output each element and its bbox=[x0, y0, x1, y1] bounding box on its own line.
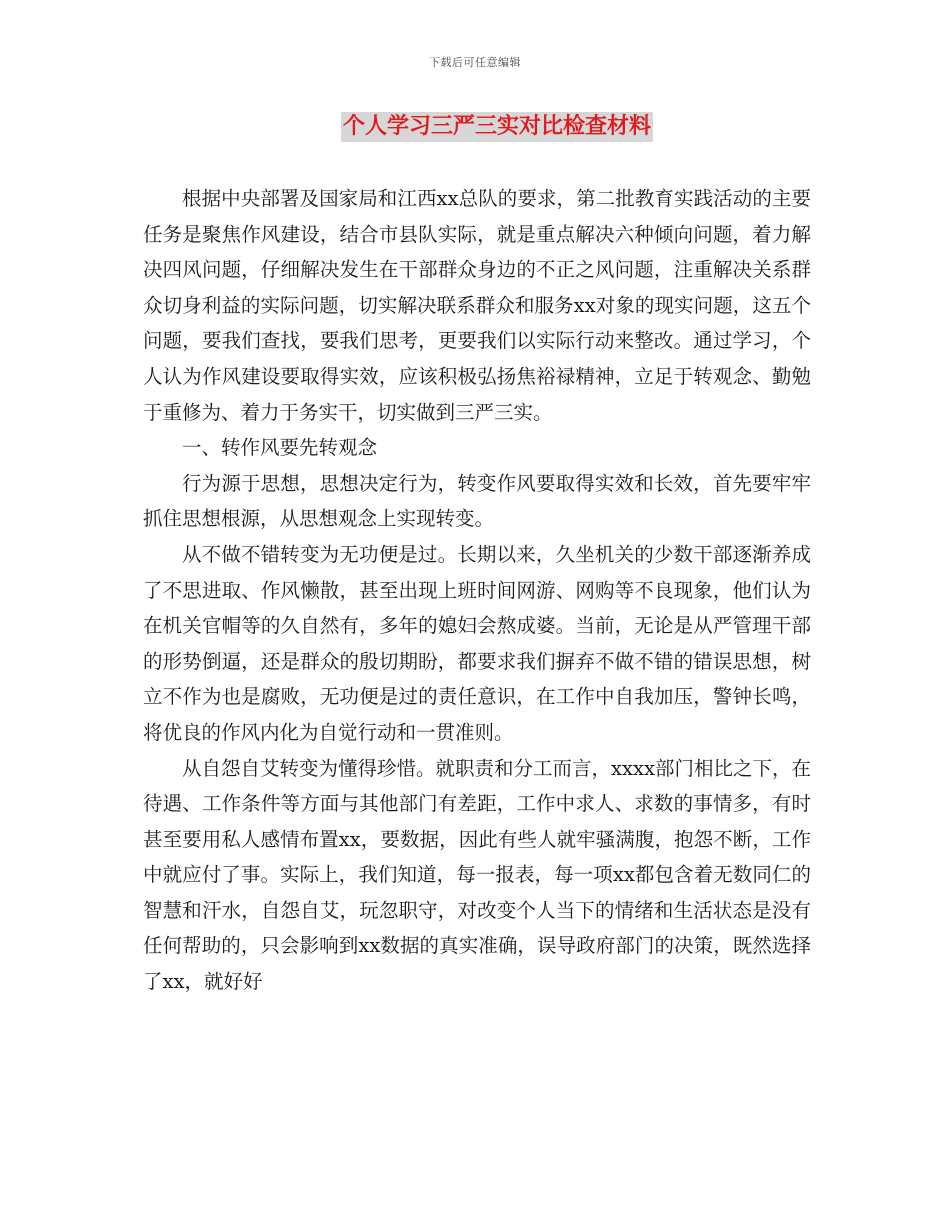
paragraph-1: 行为源于思想，思想决定行为，转变作风要取得实效和长效，首先要牢牢抓住思想根源，从思想观念上实现转变。 bbox=[143, 471, 811, 531]
title-block bbox=[0, 112, 950, 142]
paragraph-3: 从自怨自艾转变为懂得珍惜。就职责和分工而言，xxxx部门相比之下，在待遇、工作条件等方面与其他部门有差距，工作中求人、求数的事情多，有时甚至要用私人感情布置xx，要数据，因此有些人就牢骚满腹，抱怨不断，工作中就应付了事。实际上，我们知道，每一报表，每一项xx都包含着无数同仁的智慧和汗水，自怨自艾，玩忽职守，对改变个人当下的情绪和生活状态是没有任何帮助的，只会影响到xx数据的真实准确，误导政府部门的决策，既然选择了xx，就好好 bbox=[143, 756, 811, 994]
header-note: 下载后可任意编辑 bbox=[429, 56, 521, 69]
paragraph-intro: 根据中央部署及国家局和江西xx总队的要求，第二批教育实践活动的主要任务是聚焦作风建设，结合市县队实际，就是重点解决六种倾向问题，着力解决四风问题，仔细解决发生在干部群众身边的不正之风问题，注重解决关系群众切身利益的实际问题，切实解决联系群众和服务xx对象的现实问题，这五个问题，要我们查找，要我们思考，更要我们以实际行动来整改。通过学习，个人认为作风建设要取得实效，应该积极弘扬焦裕禄精神，立足于转观念、勤勉于重修为、着力于务实干，切实做到三严三实。 bbox=[143, 187, 811, 424]
document-title: 个人学习三严三实对比检查材料 bbox=[341, 112, 653, 142]
paragraph-2: 从不做不错转变为无功便是过。长期以来，久坐机关的少数干部逐渐养成了不思进取、作风懒散，甚至出现上班时间网游、网购等不良现象，他们认为在机关官帽等的久自然有，多年的媳妇会熬成婆。当前，无论是从严管理干部的形势倒逼，还是群众的殷切期盼，都要求我们摒弃不做不错的错误思想，树立不作为也是腐败，无功便是过的责任意识，在工作中自我加压，警钟长鸣，将优良的作风内化为自觉行动和一贯准则。 bbox=[143, 542, 811, 744]
document-body bbox=[143, 181, 811, 1000]
section-heading-1: 一、转作风要先转观念 bbox=[182, 436, 378, 460]
